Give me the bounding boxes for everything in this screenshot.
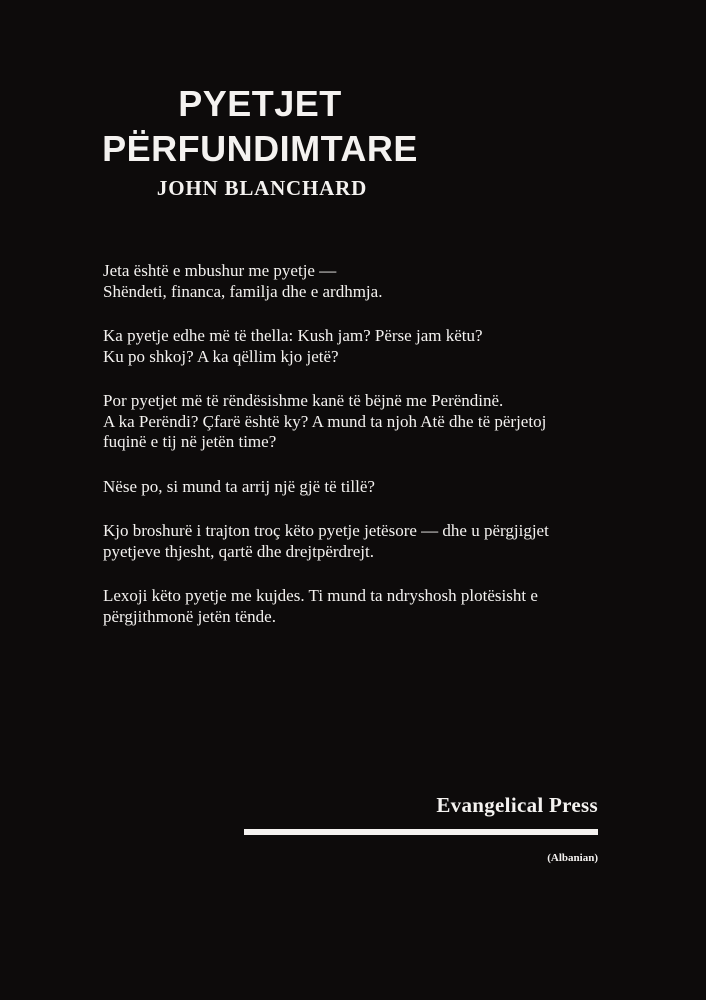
blurb-line: A ka Perëndi? Çfarë është ky? A mund ta njoh Atë dhe të përjetoj [103,411,547,431]
publisher-name: Evangelical Press [436,793,598,817]
divider-rule [244,829,598,835]
blurb-line: Lexoji këto pyetje me kujdes. Ti mund ta ndryshosh plotësisht e [103,586,538,605]
blurb-line: përgjithmonë jetën tënde. [103,606,276,626]
blurb-paragraph-2 [103,326,623,367]
blurb-line: pyetjeve thjesht, qartë dhe drejtpërdrejt. [103,541,374,561]
language-label: (Albanian) [547,852,598,864]
blurb-paragraph-6 [103,586,623,627]
blurb-line: Ka pyetje edhe më të thella: Kush jam? Përse jam këtu? [103,326,483,345]
blurb-paragraph-1 [103,261,623,302]
blurb-line: Nëse po, si mund ta arrij një gjë të tillë? [103,476,375,496]
blurb-line: Ku po shkoj? A ka qëllim kjo jetë? [103,346,339,366]
blurb-line: Kjo broshurë i trajton troç këto pyetje jetësore — dhe u përgjigjet [103,521,549,540]
title-line-2: PËRFUNDIMTARE [102,128,418,169]
blurb-text [103,261,623,651]
blurb-line: Shëndeti, financa, familja dhe e ardhmja. [103,281,383,301]
blurb-paragraph-4 [103,477,623,498]
blurb-paragraph-3 [103,391,623,453]
blurb-line: Jeta është e mbushur me pyetje — [103,261,337,280]
blurb-paragraph-5 [103,521,623,562]
blurb-line: Por pyetjet më të rëndësishme kanë të bëjnë me Perëndinë. [103,391,504,410]
title-line-1: PYETJET [178,83,342,124]
author-name: JOHN BLANCHARD [156,176,368,200]
blurb-line: fuqinë e tij në jetën time? [103,432,277,451]
